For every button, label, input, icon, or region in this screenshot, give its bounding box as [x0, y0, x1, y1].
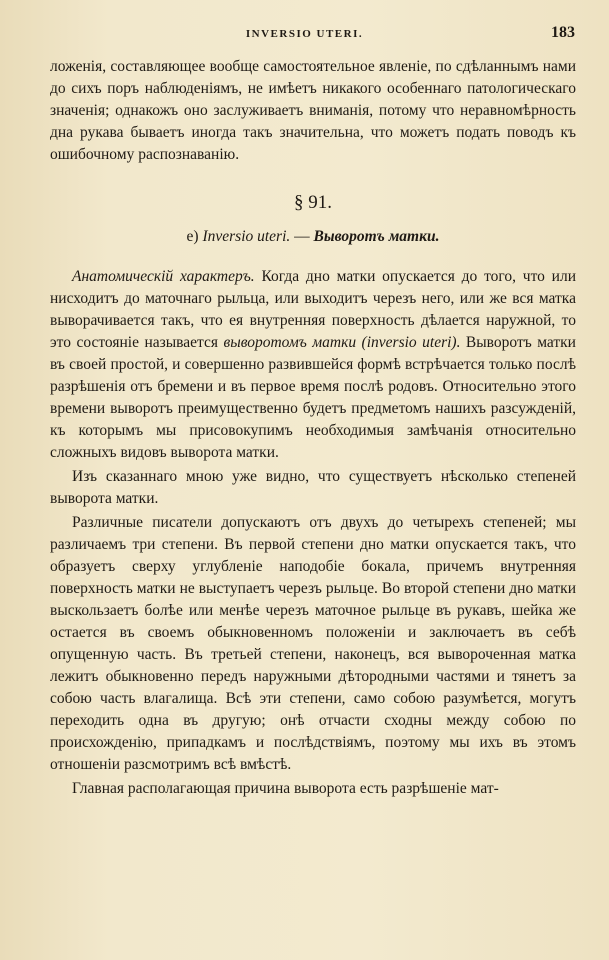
paragraph-degrees-intro: Изъ сказаннаго мною уже видно, что существуетъ нѣсколько степеней выворота матки.: [50, 468, 576, 507]
section-title-russian: Выворотъ матки.: [313, 228, 440, 245]
running-title: INVERSIO UTERI.: [245, 28, 364, 40]
section-letter: e): [186, 228, 199, 245]
paragraph-cause: Главная располагающая причина выворота есть разрѣшеніе мат-: [72, 780, 499, 797]
paragraph-anatomical-character: [50, 266, 576, 464]
page-header: [0, 22, 609, 48]
section-title-dash: —: [290, 228, 314, 245]
page-number: 183: [551, 24, 575, 41]
section-title-latin: Inversio uteri.: [202, 228, 291, 245]
paragraph-text-a: Когда дно матки опускается до того, что или нисходитъ до маточнаго рыльца, или выходитъ черезъ него, или же вся матка выворачивается такъ, что ея внутренняя поверхность дѣлается наружной, то это состояніе называется: [50, 268, 577, 351]
paragraph-lead: Анатомическій характеръ.: [72, 268, 255, 285]
page-body: [50, 56, 576, 802]
paragraph-term: выворотомъ матки (inversio uteri).: [223, 334, 461, 351]
intro-paragraph: ложенія, составляющее вообще самостоятельное явленіе, по сдѣланнымъ нами до сихъ поръ наблюденіямъ, не имѣетъ никакого особеннаго патологическаго значенія; однакожъ оно заслуживаетъ вниманія, потому что неравномѣрность дна рукава бываетъ иногда такъ значительна, что можетъ подать поводъ къ ошибочному распознаванію.: [50, 58, 576, 163]
section-number: § 91.: [294, 192, 332, 213]
paragraph-degrees: Различные писатели допускаютъ отъ двухъ до четырехъ степеней; мы различаемъ три степени. Въ первой степени дно матки опускается такъ, что образуетъ сверху углубленіе наподобіе бокала, причемъ внутренняя поверхность матки не выступаетъ черезъ рыльце. Во второй степени дно матки выскользаетъ болѣе или менѣе черезъ маточное рыльце въ рукавъ, шейка же остается въ своемъ обыкновенномъ положеніи и заключаетъ въ себѣ опущенную часть. Въ третьей степени, наконецъ, вся вывороченная матка лежитъ обыкновенно передъ наружными дѣтородными частями и тянетъ за собою часть влагалища. Всѣ эти степени, само собою разумѣется, могутъ переходить одна въ другую; онѣ отчасти сходны между собою по происхожденію, припадкамъ и послѣдствіямъ, поэтому мы ихъ въ этомъ отношеніи разсмотримъ всѣ вмѣстѣ.: [50, 514, 576, 773]
section-title: [50, 228, 576, 246]
paragraph-text-b: Выворотъ матки въ своей простой, и совершенно развившейся формѣ встрѣчается только послѣ разрѣшенія отъ бремени и въ первое время послѣ родовъ. Относительно этого времени выворотъ преимущественно будетъ предметомъ нашихъ разсужденій, къ которымъ мы присовокупимъ необходимыя замѣчанія относительно сложныхъ видовъ выворота матки.: [50, 334, 576, 461]
